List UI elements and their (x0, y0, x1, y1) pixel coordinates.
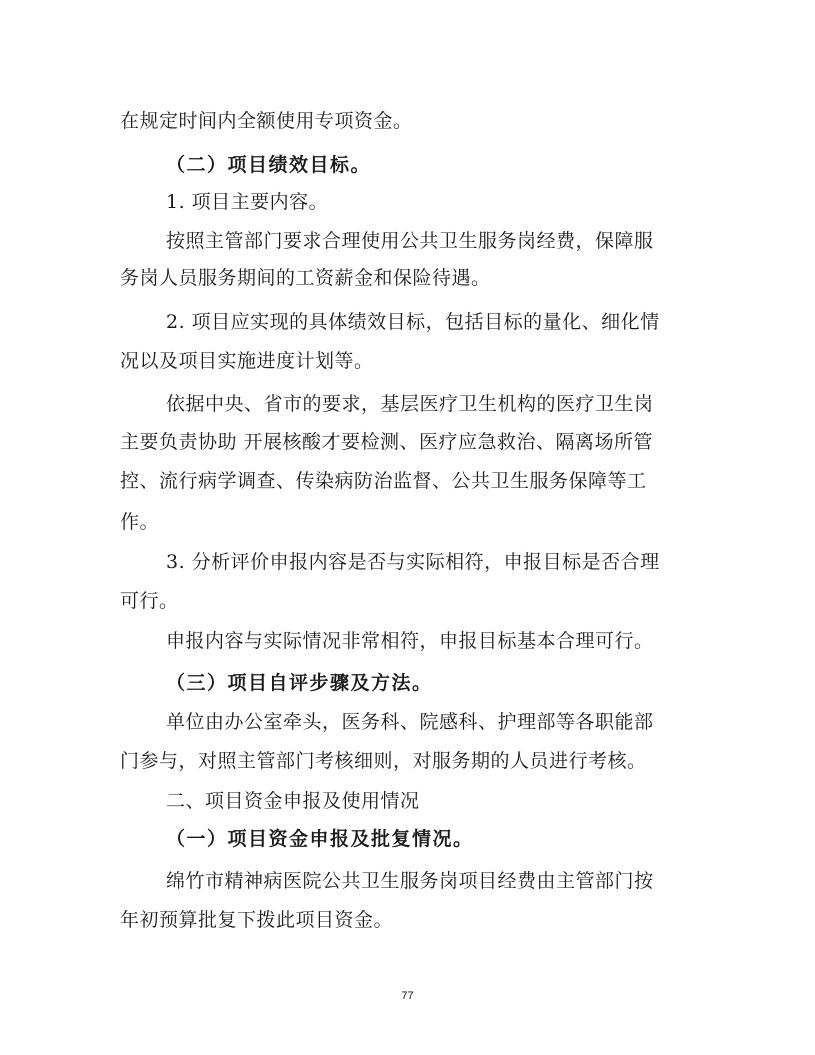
body-text: 控、流行病学调查、传染病防治监督、公共卫生服务保障等工 (120, 470, 647, 492)
body-text: 主要负责协助 开展核酸才要检测、医疗应急救治、隔离场所管 (120, 431, 654, 453)
body-text: 门参与，对照主管部门考核细则，对服务期的人员进行考核。 (120, 750, 647, 772)
body-text: 年初预算批复下拨此项目资金。 (120, 909, 394, 931)
body-text: 务岗人员服务期间的工资薪金和保险待遇。 (120, 267, 491, 289)
subheading: 3. 分析评价申报内容是否与实际相符，申报目标是否合理 (166, 551, 660, 573)
body-text: 申报内容与实际情况非常相符，申报目标基本合理可行。 (166, 630, 654, 652)
subheading: 1. 项目主要内容。 (166, 191, 329, 213)
body-text: 按照主管部门要求合理使用公共卫生服务岗经费，保障服 (166, 230, 654, 252)
chapter-heading: 二、项目资金申报及使用情况 (166, 790, 420, 812)
body-text: 依据中央、省市的要求，基层医疗卫生机构的医疗卫生岗 (166, 393, 654, 415)
body-text: 绵竹市精神病医院公共卫生服务岗项目经费由主管部门按 (166, 870, 654, 892)
section-heading: （三）项目自评步骤及方法。 (166, 672, 433, 694)
subheading: 2. 项目应实现的具体绩效目标，包括目标的量化、细化情 (166, 311, 660, 333)
section-heading: （一）项目资金申报及批复情况。 (166, 828, 474, 850)
body-text: 况以及项目实施进度计划等。 (120, 350, 374, 372)
section-heading: （二）项目绩效目标。 (166, 154, 372, 176)
page-number: 77 (401, 990, 414, 1002)
body-text: 单位由办公室牵头，医务科、院感科、护理部等各职能部 (166, 711, 654, 733)
body-text: 作。 (120, 511, 160, 533)
body-text: 可行。 (120, 590, 179, 612)
body-text: 在规定时间内全额使用专项资金。 (120, 110, 413, 132)
